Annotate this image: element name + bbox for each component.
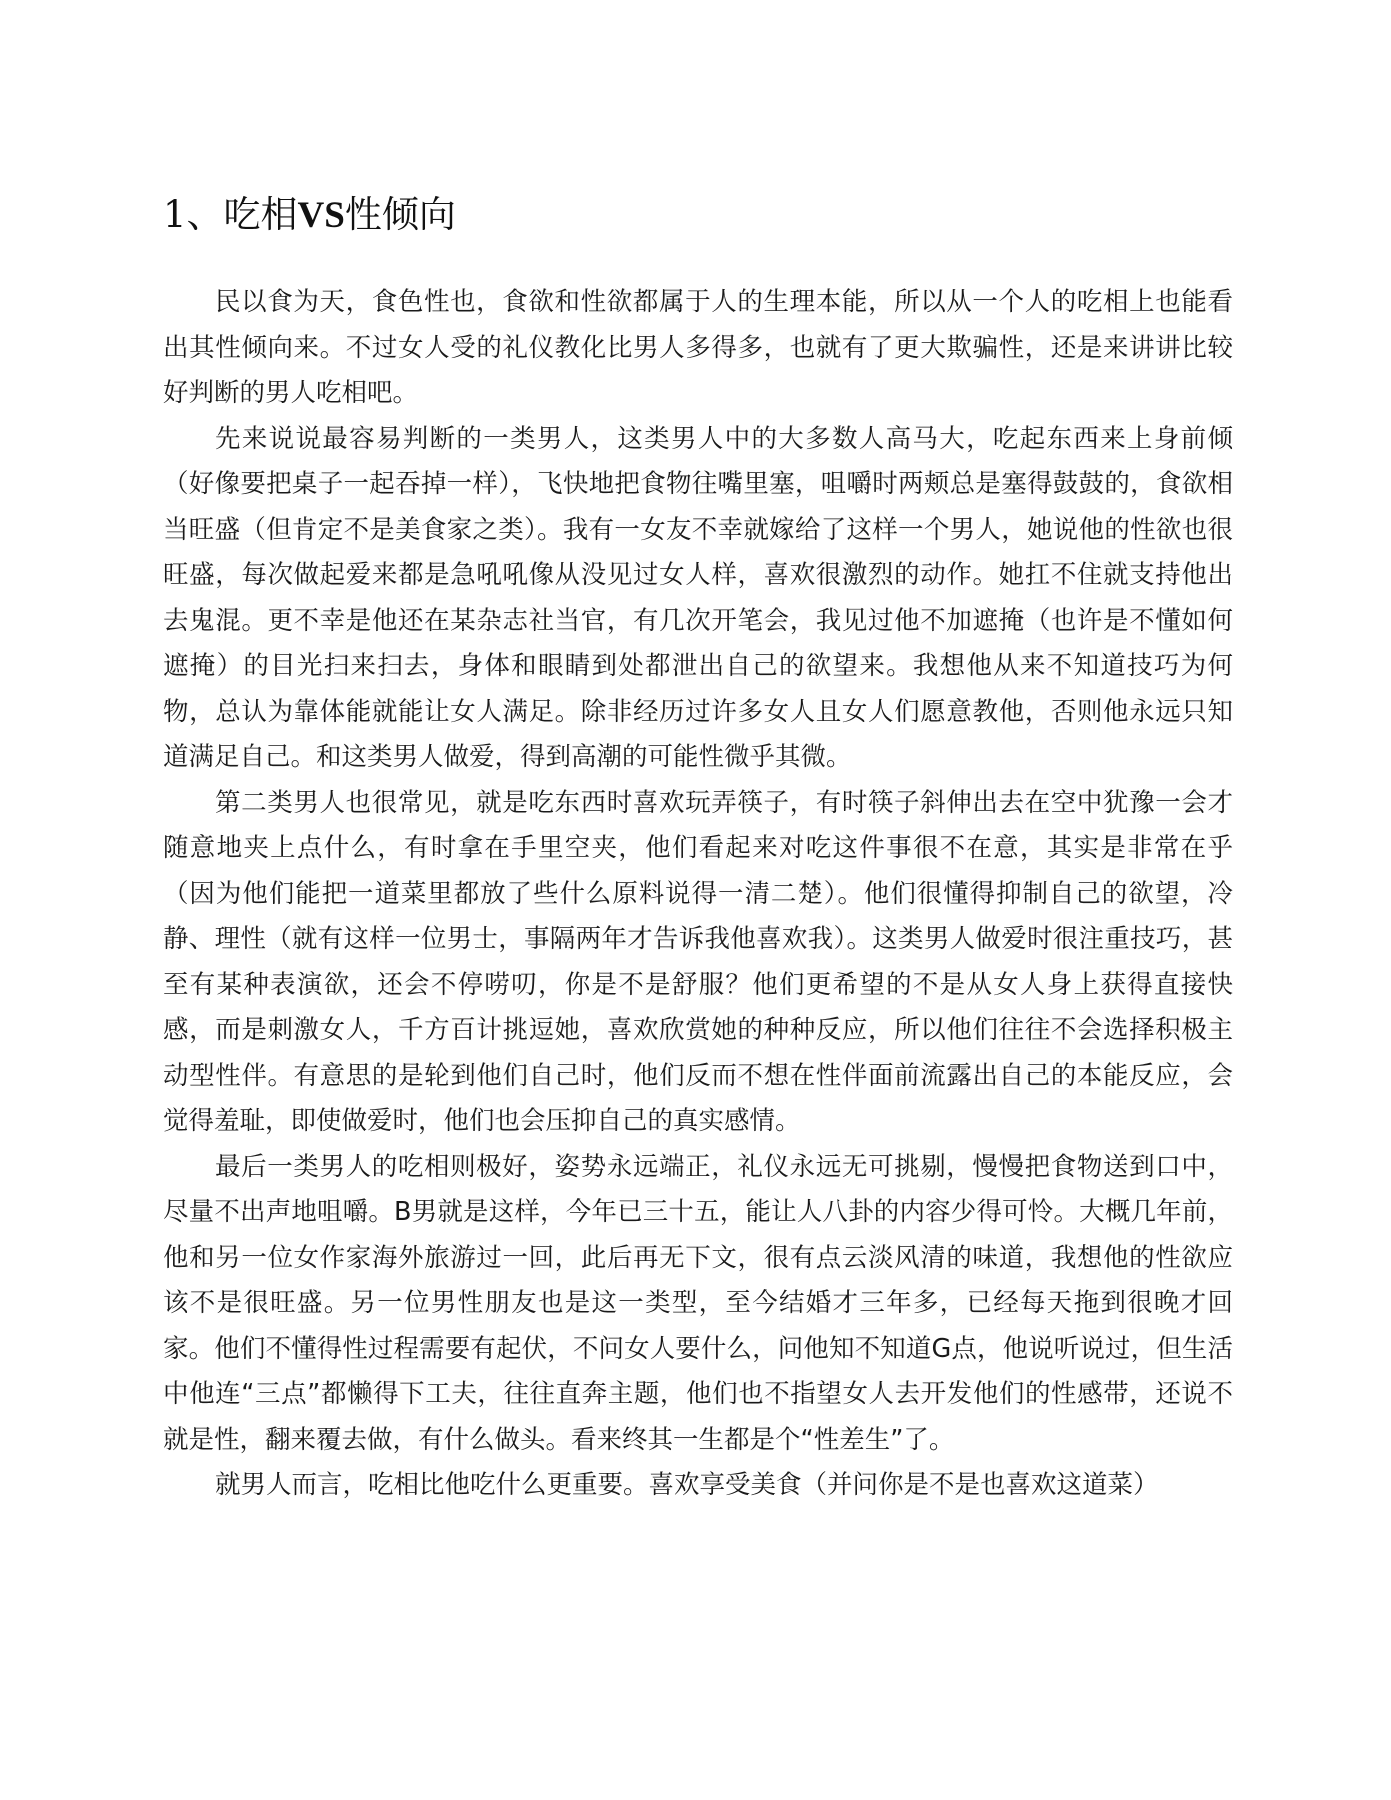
paragraph-3: 第二类男人也很常见，就是吃东西时喜欢玩弄筷子，有时筷子斜伸出去在空中犹豫一会才随意地夹上点什么，有时拿在手里空夹，他们看起来对吃这件事很不在意，其实是非常在乎（因为他们能把一道菜里都放了些什么原料说得一清二楚）。他们很懂得抑制自己的欲望，冷静、理性（就有这样一位男士，事隔两年才告诉我他喜欢我）。这类男人做爱时很注重技巧，甚至有某种表演欲，还会不停唠叨，你是不是舒服？他们更希望的不是从女人身上获得直接快感，而是刺激女人，千方百计挑逗她，喜欢欣赏她的种种反应，所以他们往往不会选择积极主动型性伴。有意思的是轮到他们自己时，他们反而不想在性伴面前流露出自己的本能反应，会觉得羞耻，即使做爱时，他们也会压抑自己的真实感情。 — [163, 787, 1233, 1136]
paragraph-5: 就男人而言，吃相比他吃什么更重要。喜欢享受美食（并问你是不是也喜欢这道菜） — [215, 1470, 1159, 1500]
heading-number: 1、吃相 — [163, 193, 298, 236]
heading-bold-text: VS — [297, 195, 345, 236]
paragraph-4: 最后一类男人的吃相则极好，姿势永远端正，礼仪永远无可挑剔，慢慢把食物送到口中，尽量不出声地咀嚼。B男就是这样，今年已三十五，能让人八卦的内容少得可怜。大概几年前，他和另一位女作家海外旅游过一回，此后再无下文，很有点云淡风清的味道，我想他的性欲应该不是很旺盛。另一位男性朋友也是这一类型，至今结婚才三年多，已经每天拖到很晚才回家。他们不懂得性过程需要有起伏，不问女人要什么，问他知不知道G点，他说听说过，但生活中他连“三点”都懒得下工夫，往往直奔主题，他们也不指望女人去开发他们的性感带，还说不就是性，翻来覆去做，有什么做头。看来终其一生都是个“性差生”了。 — [163, 1151, 1233, 1455]
heading-rest: 性倾向 — [344, 193, 456, 236]
paragraph-2: 先来说说最容易判断的一类男人，这类男人中的大多数人高马大，吃起东西来上身前倾（好像要把桌子一起吞掉一样），飞快地把食物往嘴里塞，咀嚼时两颊总是塞得鼓鼓的，食欲相当旺盛（但肯定不是美食家之类）。我有一女友不幸就嫁给了这样一个男人，她说他的性欲也很旺盛，每次做起爱来都是急吼吼像从没见过女人样，喜欢很激烈的动作。她扛不住就支持他出去鬼混。更不幸是他还在某杂志社当官，有几次开笔会，我见过他不加遮掩（也许是不懂如何遮掩）的目光扫来扫去，身体和眼睛到处都泄出自己的欲望来。我想他从来不知道技巧为何物，总认为靠体能就能让女人满足。除非经历过许多女人且女人们愿意教他，否则他永远只知道满足自己。和这类男人做爱，得到高潮的可能性微乎其微。 — [163, 423, 1233, 772]
section-heading — [163, 193, 456, 236]
paragraph-1: 民以食为天，食色性也，食欲和性欲都属于人的生理本能，所以从一个人的吃相上也能看出其性倾向来。不过女人受的礼仪教化比男人多得多，也就有了更大欺骗性，还是来讲讲比较好判断的男人吃相吧。 — [163, 287, 1233, 408]
body-text — [163, 280, 1233, 1509]
